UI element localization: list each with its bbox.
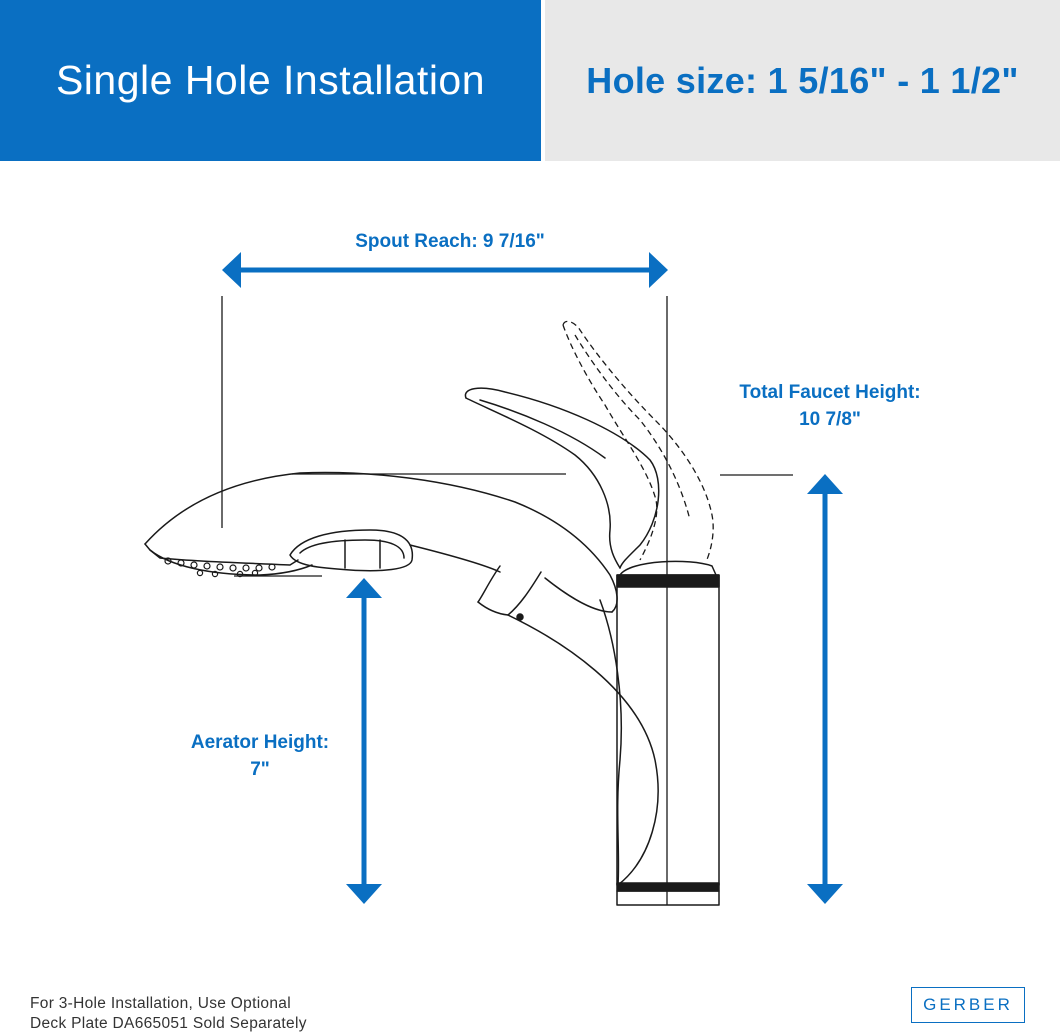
brand-name: GERBER bbox=[923, 995, 1013, 1014]
total-height-arrow bbox=[807, 474, 843, 904]
footnote-line-1: For 3-Hole Installation, Use Optional bbox=[30, 995, 291, 1012]
aerator-height-value: 7" bbox=[250, 759, 270, 780]
faucet-outline bbox=[145, 388, 719, 905]
hole-size-text: Hole size: 1 5/16" - 1 1/2" bbox=[586, 59, 1019, 101]
page-title: Single Hole Installation bbox=[55, 57, 486, 103]
spout-reach-arrow bbox=[222, 252, 668, 288]
aerator-height-title: Aerator Height: bbox=[190, 732, 330, 753]
footnote-line-2: Deck Plate DA665051 Sold Separately bbox=[30, 1015, 307, 1032]
gerber-logo bbox=[911, 987, 1025, 1023]
installation-footnote bbox=[30, 994, 307, 1034]
aerator-nozzles bbox=[165, 558, 275, 577]
total-height-title: Total Faucet Height: bbox=[739, 382, 921, 403]
spout-reach-label: Spout Reach: 9 7/16" bbox=[355, 231, 545, 252]
handle-alt-position bbox=[563, 321, 713, 562]
aerator-height-label bbox=[150, 729, 370, 783]
total-height-value: 10 7/8" bbox=[799, 409, 861, 430]
total-height-label bbox=[700, 379, 960, 433]
